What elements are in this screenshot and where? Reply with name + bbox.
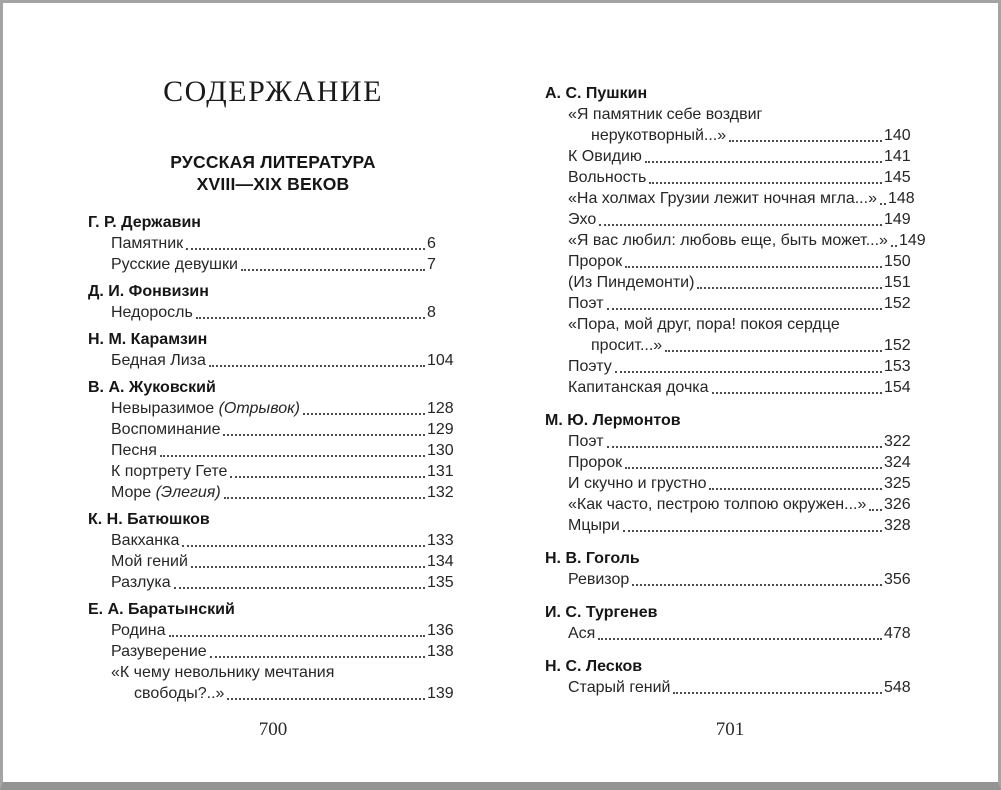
dot-leader [649, 182, 882, 184]
dot-leader [615, 371, 882, 373]
toc-section [545, 656, 915, 698]
toc-section [88, 599, 458, 704]
toc-entry-page-number: 139 [427, 685, 454, 702]
toc-entry [88, 254, 458, 275]
toc-entry [88, 461, 458, 482]
toc-entry [545, 623, 915, 644]
toc-section [88, 509, 458, 593]
dot-leader [665, 350, 882, 352]
dot-leader [210, 656, 425, 658]
dot-leader [891, 245, 897, 247]
toc-entry-title: Пророк [568, 454, 623, 471]
toc-entry-page-number: 149 [898, 232, 926, 249]
toc-entry-page-number: 328 [884, 517, 911, 534]
toc-entry [545, 251, 915, 272]
dot-leader [729, 140, 882, 142]
dot-leader [169, 635, 425, 637]
dot-leader [209, 365, 425, 367]
toc-entry [88, 572, 458, 593]
author-name: Н. М. Карамзин [88, 331, 208, 348]
dot-leader [224, 497, 425, 499]
toc-entry-page-number: 133 [427, 532, 454, 549]
toc-entry-page-number: 152 [884, 295, 911, 312]
toc-entry [545, 293, 915, 314]
dot-leader [709, 488, 882, 490]
toc-entry-title: К портрету Гете [111, 463, 228, 480]
toc-entry-page-number: 128 [427, 400, 454, 417]
toc-entry-title: нерукотворный...» [591, 127, 727, 144]
author-name: Е. А. Баратынский [88, 601, 235, 618]
toc-entry [545, 272, 915, 293]
toc-section [545, 410, 915, 536]
toc-entry-page-number: 326 [884, 496, 911, 513]
toc-entry [545, 356, 915, 377]
author-name: М. Ю. Лермонтов [545, 412, 681, 429]
toc-entry [545, 188, 915, 209]
toc-entry [88, 641, 458, 662]
toc-entry [88, 620, 458, 641]
toc-entry-title: Русские девушки [111, 256, 238, 273]
toc-entry [88, 683, 458, 704]
toc-entry-page-number: 548 [884, 679, 911, 696]
author-name: Г. Р. Державин [88, 214, 201, 231]
toc-entry-page-number: 138 [427, 643, 454, 660]
author-name: Н. С. Лесков [545, 658, 643, 675]
dot-leader [227, 698, 425, 700]
toc-entry-page-number: 132 [427, 484, 454, 501]
toc-entry [545, 230, 926, 251]
toc-entry-title: свободы?..» [134, 685, 225, 702]
dot-leader [607, 308, 882, 310]
toc-entry-page-number: 149 [884, 211, 911, 228]
toc-entry [88, 398, 458, 419]
dot-leader [880, 203, 886, 205]
dot-leader [303, 413, 425, 415]
toc-entry-title: Старый гений [568, 679, 671, 696]
dot-leader [607, 446, 882, 448]
toc-entry [545, 335, 915, 356]
toc-entry [545, 473, 915, 494]
toc-title: СОДЕРЖАНИЕ [163, 75, 383, 108]
toc-entry [545, 377, 915, 398]
toc-section [88, 377, 458, 503]
toc-entry [88, 530, 458, 551]
toc-entry [88, 350, 458, 371]
toc-entry-page-number: 8 [427, 304, 436, 321]
toc-entry-page-number: 135 [427, 574, 454, 591]
dot-leader [625, 266, 882, 268]
toc-entry-title: «Как часто, пестрою толпою окружен...» [568, 496, 867, 513]
toc-entry-title: Разлука [111, 574, 171, 591]
toc-entry-page-number: 152 [884, 337, 911, 354]
toc-entry-page-number: 136 [427, 622, 454, 639]
toc-section [88, 281, 458, 323]
toc-entry-first-line: «Пора, мой друг, пора! покоя сердце [568, 316, 840, 333]
toc-entry-page-number: 7 [427, 256, 436, 273]
toc-entry [545, 515, 915, 536]
toc-entry-page-number: 129 [427, 421, 454, 438]
toc-entry-title: Недоросль [111, 304, 193, 321]
toc-entry [545, 452, 915, 473]
toc-entry-page-number: 134 [427, 553, 454, 570]
toc-entry-page-number: 141 [884, 148, 911, 165]
toc-section [545, 602, 915, 644]
dot-leader [632, 584, 882, 586]
dot-leader [645, 161, 882, 163]
toc-entry-title: просит...» [591, 337, 663, 354]
toc-entry-title: Поэту [568, 358, 612, 375]
toc-entry [545, 569, 915, 590]
toc-entry-page-number: 131 [427, 463, 454, 480]
toc-entry-page-number: 325 [884, 475, 911, 492]
right-page [545, 3, 926, 782]
toc-entry-title: Песня [111, 442, 157, 459]
toc-entry [88, 551, 458, 572]
author-name: Н. В. Гоголь [545, 550, 640, 567]
toc-entry [88, 233, 458, 254]
author-name: Д. И. Фонвизин [88, 283, 209, 300]
dot-leader [186, 248, 425, 250]
toc-entry-title: Вольность [568, 169, 647, 186]
toc-entry-page-number: 322 [884, 433, 911, 450]
toc-entry-page-number: 153 [884, 358, 911, 375]
toc-entry-page-number: 6 [427, 235, 436, 252]
dot-leader [241, 269, 425, 271]
dot-leader [182, 545, 425, 547]
toc-entry-title: Ася [568, 625, 596, 642]
toc-entry-title: Мой гений [111, 553, 188, 570]
toc-entry [545, 125, 915, 146]
toc-entry-title: Море (Элегия) [111, 484, 221, 501]
dot-leader [623, 530, 882, 532]
toc-entry [545, 677, 915, 698]
dot-leader [673, 692, 882, 694]
toc-entry-title: Разуверение [111, 643, 207, 660]
dot-leader [598, 638, 882, 640]
toc-entry-title: Пророк [568, 253, 623, 270]
toc-entry-page-number: 148 [887, 190, 915, 207]
toc-entry-page-number: 140 [884, 127, 911, 144]
toc-entry-title: Ревизор [568, 571, 630, 588]
toc-entry-first-line: «К чему невольнику мечтания [111, 664, 335, 681]
toc-entry [88, 482, 458, 503]
toc-entry-title: «Я вас любил: любовь еще, быть может...» [568, 232, 888, 249]
toc-section [88, 329, 458, 371]
toc-entry-page-number: 154 [884, 379, 911, 396]
dot-leader [599, 224, 882, 226]
toc-entry-title: Невыразимое (Отрывок) [111, 400, 300, 417]
toc-entry-title: Поэт [568, 433, 604, 450]
author-name: И. С. Тургенев [545, 604, 658, 621]
toc-entry-title: Вакханка [111, 532, 180, 549]
toc-subtitle-line1: РУССКАЯ ЛИТЕРАТУРА [170, 152, 376, 172]
toc-entry-page-number: 145 [884, 169, 911, 186]
author-name: В. А. Жуковский [88, 379, 216, 396]
dot-leader [196, 317, 425, 319]
dot-leader [174, 587, 425, 589]
toc-entry-title: Мцыри [568, 517, 620, 534]
toc-section [545, 548, 915, 590]
author-name: А. С. Пушкин [545, 85, 648, 102]
toc-entry-first-line: «Я памятник себе воздвиг [568, 106, 763, 123]
toc-list-left [88, 212, 458, 704]
dot-leader [869, 509, 882, 511]
toc-entry [545, 167, 915, 188]
toc-entry [545, 431, 915, 452]
toc-entry [545, 146, 915, 167]
toc-entry [545, 494, 915, 515]
toc-entry [88, 419, 458, 440]
toc-entry-title: И скучно и грустно [568, 475, 707, 492]
toc-entry [88, 302, 458, 323]
dot-leader [160, 455, 425, 457]
left-page [88, 3, 458, 782]
toc-entry-title: Родина [111, 622, 166, 639]
toc-entry-title: Капитанская дочка [568, 379, 709, 396]
page-number-left: 700 [258, 719, 288, 740]
dot-leader [223, 434, 425, 436]
dot-leader [712, 392, 882, 394]
toc-entry-page-number: 356 [884, 571, 911, 588]
toc-entry-page-number: 478 [884, 625, 911, 642]
toc-entry-page-number: 150 [884, 253, 911, 270]
toc-entry-page-number: 151 [884, 274, 911, 291]
toc-entry-page-number: 104 [427, 352, 454, 369]
toc-section [88, 212, 458, 275]
toc-entry-title: Бедная Лиза [111, 352, 206, 369]
toc-entry [545, 209, 915, 230]
toc-entry-title-italic: (Отрывок) [218, 400, 300, 417]
toc-entry-title-italic: (Элегия) [155, 484, 221, 501]
toc-entry-page-number: 130 [427, 442, 454, 459]
toc-entry-title: Памятник [111, 235, 184, 252]
toc-entry-title: К Овидию [568, 148, 642, 165]
page-number-right: 701 [715, 719, 745, 740]
toc-section [545, 83, 926, 398]
toc-entry-title: Эхо [568, 211, 597, 228]
dot-leader [697, 287, 882, 289]
toc-subtitle-line2: XVIII—XIX ВЕКОВ [196, 174, 350, 194]
toc-entry-title: (Из Пиндемонти) [568, 274, 695, 291]
author-name: К. Н. Батюшков [88, 511, 210, 528]
toc-entry-page-number: 324 [884, 454, 911, 471]
toc-entry-title: Поэт [568, 295, 604, 312]
toc-subtitle [88, 151, 458, 195]
dot-leader [625, 467, 882, 469]
toc-list-right [545, 83, 926, 698]
toc-entry-title: Воспоминание [111, 421, 221, 438]
dot-leader [230, 476, 425, 478]
dot-leader [191, 566, 425, 568]
toc-entry-title: «На холмах Грузии лежит ночная мгла...» [568, 190, 877, 207]
toc-entry [88, 440, 458, 461]
